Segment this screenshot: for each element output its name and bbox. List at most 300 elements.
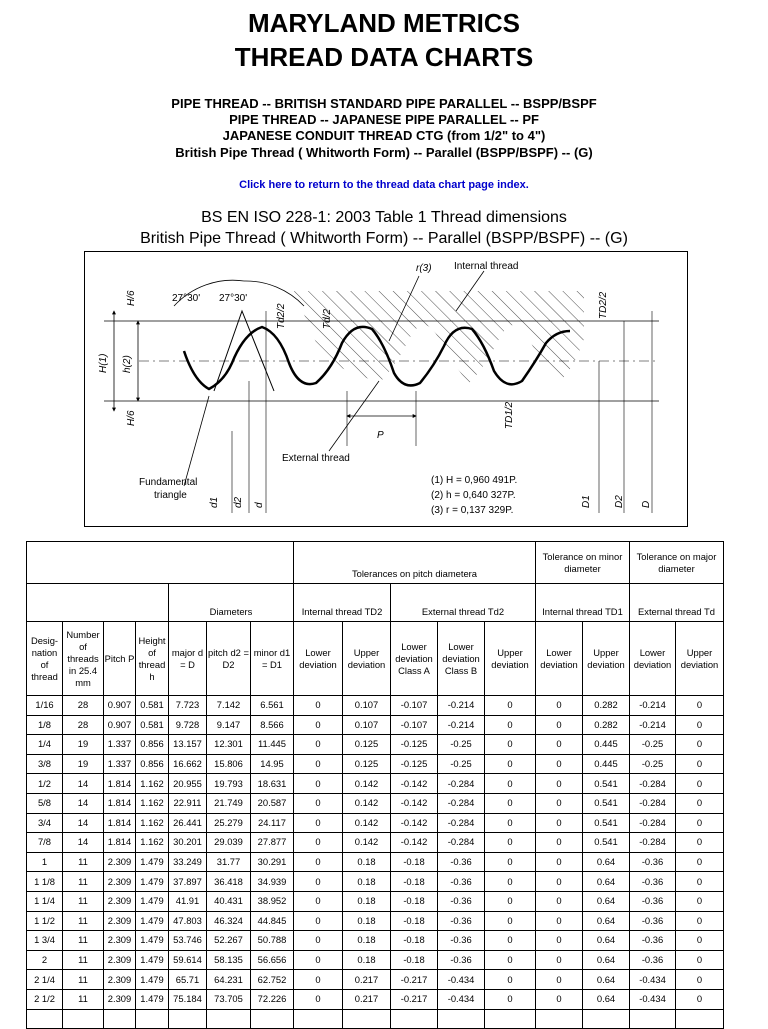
- table-cell: 0: [676, 774, 724, 794]
- table-cell: 1.479: [136, 931, 169, 951]
- table-cell: 46.324: [207, 911, 251, 931]
- table-cell: 1.479: [136, 989, 169, 1009]
- table-cell: -0.36: [630, 872, 676, 892]
- table-cell: 11.445: [251, 735, 294, 755]
- table-cell: -0.36: [630, 891, 676, 911]
- header-ext-td2: External thread Td2: [391, 584, 536, 622]
- table-cell: 2: [27, 950, 63, 970]
- table-cell: 25.279: [207, 813, 251, 833]
- table-cell: 73.705: [207, 989, 251, 1009]
- table-cell: -0.284: [630, 833, 676, 853]
- h6-bottom-label: H/6: [126, 410, 137, 426]
- table-cell: 2.309: [104, 931, 136, 951]
- table-cell: 1/8: [27, 715, 63, 735]
- table-cell: 0: [294, 872, 343, 892]
- table-row: [27, 754, 724, 774]
- table-cell: [343, 1009, 391, 1029]
- table-cell: 11: [63, 852, 104, 872]
- table-cell: 75.184: [169, 989, 207, 1009]
- table-cell: 44.845: [251, 911, 294, 931]
- table-cell: 0.581: [136, 696, 169, 716]
- table-cell: 0: [536, 911, 583, 931]
- table-cell: 14: [63, 813, 104, 833]
- table-cell: 0: [485, 735, 536, 755]
- table-cell: 0: [536, 774, 583, 794]
- col-int-td2-lower: Lower deviation: [294, 622, 343, 696]
- table-cell: 1.479: [136, 970, 169, 990]
- fundamental-triangle-label-1: Fundamental: [139, 477, 198, 488]
- table-cell: 0.64: [583, 970, 630, 990]
- table-cell: 0: [485, 989, 536, 1009]
- table-cell: -0.36: [438, 852, 485, 872]
- table-cell: -0.18: [391, 872, 438, 892]
- table-cell: 2 1/4: [27, 970, 63, 990]
- table-cell: 0: [676, 989, 724, 1009]
- col-pitch-d2: pitch d2 = D2: [207, 622, 251, 696]
- header-tol-pitch: Tolerances on pitch diametera: [294, 542, 536, 584]
- header-tol-minor: Tolerance on minor diameter: [536, 542, 630, 584]
- table-cell: 13.157: [169, 735, 207, 755]
- col-ext-td-upper: Upper deviation: [676, 622, 724, 696]
- table-cell: 29.039: [207, 833, 251, 853]
- table-cell: -0.284: [630, 813, 676, 833]
- table-cell: 19.793: [207, 774, 251, 794]
- table-cell: 0.541: [583, 774, 630, 794]
- table-cell: 20.587: [251, 793, 294, 813]
- table-cell: 0: [294, 696, 343, 716]
- internal-thread-label: Internal thread: [454, 261, 519, 272]
- thread-profile-diagram: [84, 251, 688, 527]
- table-cell: 0: [676, 911, 724, 931]
- table-cell: 1: [27, 852, 63, 872]
- table-cell: 2.309: [104, 872, 136, 892]
- table-cell: 19: [63, 754, 104, 774]
- table-cell: -0.214: [630, 715, 676, 735]
- table-cell: 0.541: [583, 793, 630, 813]
- table-cell: 0: [676, 872, 724, 892]
- col-int-td2-upper: Upper deviation: [343, 622, 391, 696]
- table-cell: 0: [485, 715, 536, 735]
- table-cell: 1/16: [27, 696, 63, 716]
- table-cell: [136, 1009, 169, 1029]
- table-body: [27, 696, 724, 1029]
- table-cell: -0.125: [391, 754, 438, 774]
- table-row: [27, 872, 724, 892]
- table-cell: -0.18: [391, 852, 438, 872]
- table-cell: 0.18: [343, 872, 391, 892]
- table-cell: 0: [536, 833, 583, 853]
- note-h: (2) h = 0,640 327P.: [431, 490, 516, 501]
- table-cell: 1.814: [104, 793, 136, 813]
- table-cell: 59.614: [169, 950, 207, 970]
- table-cell: 0: [536, 852, 583, 872]
- table-cell: -0.125: [391, 735, 438, 755]
- table-row: [27, 1009, 724, 1029]
- table-cell: 0.64: [583, 891, 630, 911]
- table-cell: -0.217: [391, 970, 438, 990]
- table-cell: -0.18: [391, 891, 438, 911]
- table-cell: 0: [536, 989, 583, 1009]
- table-cell: 2.309: [104, 950, 136, 970]
- subtitle-ctg: JAPANESE CONDUIT THREAD CTG (from 1/2" to 4"): [222, 128, 546, 143]
- angle-left-label: 27°30': [172, 293, 201, 304]
- col-pitch: Pitch P: [104, 622, 136, 696]
- table-cell: 0.282: [583, 696, 630, 716]
- table-cell: -0.284: [438, 813, 485, 833]
- table-cell: 0.856: [136, 754, 169, 774]
- table-cell: 11: [63, 950, 104, 970]
- table-cell: 0.125: [343, 754, 391, 774]
- table-cell: 0: [294, 891, 343, 911]
- table-row: [27, 774, 724, 794]
- table-cell: 0: [536, 715, 583, 735]
- col-major: major d = D: [169, 622, 207, 696]
- table-cell: 2.309: [104, 970, 136, 990]
- table-cell: 8.566: [251, 715, 294, 735]
- header-blank: [27, 542, 294, 584]
- table-cell: 0: [536, 872, 583, 892]
- table-cell: 0.907: [104, 696, 136, 716]
- table-cell: 56.656: [251, 950, 294, 970]
- table-cell: 2.309: [104, 852, 136, 872]
- table-cell: -0.434: [630, 970, 676, 990]
- table-cell: 11: [63, 872, 104, 892]
- table-cell: 0: [485, 852, 536, 872]
- table-cell: 47.803: [169, 911, 207, 931]
- table-cell: 1 1/2: [27, 911, 63, 931]
- table-cell: -0.18: [391, 950, 438, 970]
- external-thread-label: External thread: [282, 453, 350, 464]
- table-cell: 1.337: [104, 754, 136, 774]
- table-cell: 20.955: [169, 774, 207, 794]
- table-row: [27, 833, 724, 853]
- table-cell: 0: [676, 852, 724, 872]
- table-cell: 0.64: [583, 852, 630, 872]
- fundamental-triangle-label-2: triangle: [154, 490, 187, 501]
- table-cell: 1.162: [136, 774, 169, 794]
- table-cell: 1.337: [104, 735, 136, 755]
- table-cell: -0.36: [630, 911, 676, 931]
- table-cell: 28: [63, 696, 104, 716]
- table-cell: 0: [536, 793, 583, 813]
- table-cell: 0: [676, 735, 724, 755]
- table-cell: 0: [485, 813, 536, 833]
- table-cell: 0: [485, 754, 536, 774]
- table-cell: -0.142: [391, 833, 438, 853]
- table-cell: 0.142: [343, 833, 391, 853]
- col-ext-td2-lower-a: Lower deviation Class A: [391, 622, 438, 696]
- table-cell: 0.581: [136, 715, 169, 735]
- table-cell: 0: [676, 833, 724, 853]
- table-cell: -0.18: [391, 911, 438, 931]
- table-cell: 19: [63, 735, 104, 755]
- table-cell: 11: [63, 989, 104, 1009]
- table-row: [27, 950, 724, 970]
- header-ext-td: External thread Td: [630, 584, 724, 622]
- table-cell: 0.142: [343, 774, 391, 794]
- table-cell: 31.77: [207, 852, 251, 872]
- table-cell: 34.939: [251, 872, 294, 892]
- table-cell: -0.36: [438, 950, 485, 970]
- table-cell: 0: [294, 813, 343, 833]
- table-cell: 2 1/2: [27, 989, 63, 1009]
- table-row: [27, 911, 724, 931]
- table-cell: 2.309: [104, 989, 136, 1009]
- note-H: (1) H = 0,960 491P.: [431, 475, 518, 486]
- table-cell: 0: [676, 931, 724, 951]
- table-cell: 0.64: [583, 931, 630, 951]
- table-cell: 0.907: [104, 715, 136, 735]
- table-cell: 0: [485, 931, 536, 951]
- H-label: H(1): [98, 353, 109, 373]
- table-cell: 1.162: [136, 833, 169, 853]
- table-cell: [676, 1009, 724, 1029]
- subtitle-pf: PIPE THREAD -- JAPANESE PIPE PARALLEL -- PF: [229, 112, 539, 127]
- table-cell: -0.36: [630, 852, 676, 872]
- table-cell: -0.214: [438, 696, 485, 716]
- TD2-label: TD2/2: [598, 291, 609, 319]
- table-cell: 21.749: [207, 793, 251, 813]
- table-cell: -0.36: [438, 891, 485, 911]
- table-cell: 0.445: [583, 754, 630, 774]
- table-cell: 0: [294, 989, 343, 1009]
- table-cell: -0.284: [630, 774, 676, 794]
- table-cell: -0.107: [391, 696, 438, 716]
- table-cell: -0.36: [438, 872, 485, 892]
- table-cell: 0.217: [343, 970, 391, 990]
- table-cell: 0.18: [343, 891, 391, 911]
- table-cell: 14: [63, 774, 104, 794]
- pitch-label: P: [377, 430, 384, 441]
- table-cell: 11: [63, 931, 104, 951]
- table-cell: 52.267: [207, 931, 251, 951]
- subtitle-whitworth: British Pipe Thread ( Whitworth Form) -- Parallel (BSPP/BSPF) -- (G): [175, 145, 593, 160]
- table-cell: 53.746: [169, 931, 207, 951]
- table-cell: -0.284: [438, 774, 485, 794]
- table-row: [27, 989, 724, 1009]
- table-cell: 62.752: [251, 970, 294, 990]
- angle-right-label: 27°30': [219, 293, 248, 304]
- table-cell: 37.897: [169, 872, 207, 892]
- table-cell: 1.479: [136, 872, 169, 892]
- table-cell: 30.201: [169, 833, 207, 853]
- table-cell: 0: [676, 950, 724, 970]
- header-diameters: Diameters: [169, 584, 294, 622]
- TD1-label: TD1/2: [504, 401, 515, 429]
- table-cell: 2.309: [104, 891, 136, 911]
- table-cell: 1.479: [136, 852, 169, 872]
- table-cell: 64.231: [207, 970, 251, 990]
- table-row: [27, 970, 724, 990]
- h-label: h(2): [122, 355, 133, 373]
- table-cell: [251, 1009, 294, 1029]
- table-cell: 0.18: [343, 911, 391, 931]
- table-cell: -0.142: [391, 813, 438, 833]
- table-cell: 0: [676, 970, 724, 990]
- table-cell: -0.214: [630, 696, 676, 716]
- table-cell: 1 1/4: [27, 891, 63, 911]
- table-cell: 1.814: [104, 813, 136, 833]
- section-heading: BS EN ISO 228-1: 2003 Table 1 Thread dimensions: [201, 209, 567, 226]
- Td-label: Td/2: [322, 308, 333, 329]
- D-label: D: [641, 500, 652, 508]
- table-cell: 26.441: [169, 813, 207, 833]
- table-cell: 30.291: [251, 852, 294, 872]
- table-cell: 0: [485, 774, 536, 794]
- table-cell: 33.249: [169, 852, 207, 872]
- table-cell: 3/8: [27, 754, 63, 774]
- table-cell: 15.806: [207, 754, 251, 774]
- table-cell: -0.107: [391, 715, 438, 735]
- d2-label: d2: [233, 496, 244, 508]
- header-blank-2: [27, 584, 169, 622]
- table-cell: 0.64: [583, 989, 630, 1009]
- table-cell: 1/4: [27, 735, 63, 755]
- table-cell: 16.662: [169, 754, 207, 774]
- thread-dimensions-table: [26, 541, 724, 1029]
- table-cell: [169, 1009, 207, 1029]
- table-cell: [104, 1009, 136, 1029]
- table-cell: 0: [485, 696, 536, 716]
- thread-index-link[interactable]: Click here to return to the thread data chart page index.: [239, 179, 529, 191]
- table-cell: 0: [294, 833, 343, 853]
- table-cell: 0.541: [583, 833, 630, 853]
- table-cell: 0: [676, 696, 724, 716]
- table-cell: -0.434: [630, 989, 676, 1009]
- table-cell: 65.71: [169, 970, 207, 990]
- table-cell: 0: [676, 813, 724, 833]
- D2-label: D2: [614, 495, 625, 508]
- table-cell: -0.25: [438, 735, 485, 755]
- header-tol-major: Tolerance on major diameter: [630, 542, 724, 584]
- table-cell: 0.18: [343, 852, 391, 872]
- table-cell: 0: [485, 970, 536, 990]
- table-cell: 0: [485, 911, 536, 931]
- table-cell: 0.18: [343, 931, 391, 951]
- table-cell: 0: [294, 774, 343, 794]
- table-cell: 9.147: [207, 715, 251, 735]
- table-cell: -0.434: [438, 989, 485, 1009]
- table-cell: 11: [63, 911, 104, 931]
- table-cell: 0: [485, 950, 536, 970]
- table-cell: [630, 1009, 676, 1029]
- col-ext-td2-lower-b: Lower deviation Class B: [438, 622, 485, 696]
- table-cell: 50.788: [251, 931, 294, 951]
- table-cell: 6.561: [251, 696, 294, 716]
- table-cell: -0.217: [391, 989, 438, 1009]
- table-cell: 1 3/4: [27, 931, 63, 951]
- h6-top-label: H/6: [126, 290, 137, 306]
- table-cell: -0.284: [438, 793, 485, 813]
- col-designation: Desig-nation of thread: [27, 622, 63, 696]
- table-cell: -0.142: [391, 793, 438, 813]
- table-cell: 38.952: [251, 891, 294, 911]
- note-r: (3) r = 0,137 329P.: [431, 505, 514, 516]
- table-row: [27, 735, 724, 755]
- table-cell: 0.445: [583, 735, 630, 755]
- table-cell: 0: [536, 970, 583, 990]
- table-cell: -0.25: [438, 754, 485, 774]
- table-cell: 0.64: [583, 911, 630, 931]
- table-cell: 41.91: [169, 891, 207, 911]
- table-cell: -0.36: [438, 911, 485, 931]
- table-cell: 28: [63, 715, 104, 735]
- table-cell: 0: [676, 754, 724, 774]
- table-cell: 0.541: [583, 813, 630, 833]
- table-cell: 0: [294, 970, 343, 990]
- table-cell: -0.142: [391, 774, 438, 794]
- table-cell: 0.282: [583, 715, 630, 735]
- table-cell: 1.479: [136, 891, 169, 911]
- table-cell: 0.125: [343, 735, 391, 755]
- table-cell: 3/4: [27, 813, 63, 833]
- table-cell: 1 1/8: [27, 872, 63, 892]
- table-cell: 1.479: [136, 911, 169, 931]
- table-cell: 11: [63, 970, 104, 990]
- table-cell: 7/8: [27, 833, 63, 853]
- table-cell: 14: [63, 833, 104, 853]
- table-cell: 0: [536, 950, 583, 970]
- table-cell: 0: [294, 735, 343, 755]
- table-cell: [485, 1009, 536, 1029]
- table-cell: 58.135: [207, 950, 251, 970]
- table-cell: 0: [676, 891, 724, 911]
- table-row: [27, 793, 724, 813]
- table-cell: 7.723: [169, 696, 207, 716]
- table-row: [27, 852, 724, 872]
- table-cell: [207, 1009, 251, 1029]
- table-cell: [63, 1009, 104, 1029]
- table-cell: 0.856: [136, 735, 169, 755]
- table-cell: -0.284: [630, 793, 676, 813]
- table-cell: [583, 1009, 630, 1029]
- table-cell: 36.418: [207, 872, 251, 892]
- subtitle-bspp: PIPE THREAD -- BRITISH STANDARD PIPE PARALLEL -- BSPP/BSPF: [171, 96, 597, 111]
- table-cell: 1.162: [136, 793, 169, 813]
- r-label: r(3): [416, 263, 432, 274]
- page-title-line2: THREAD DATA CHARTS: [234, 42, 534, 72]
- table-cell: 0: [485, 793, 536, 813]
- table-cell: -0.25: [630, 735, 676, 755]
- table-cell: -0.284: [438, 833, 485, 853]
- table-cell: 1.479: [136, 950, 169, 970]
- d-label: d: [254, 502, 265, 508]
- table-cell: 0.142: [343, 793, 391, 813]
- table-cell: 24.117: [251, 813, 294, 833]
- table-cell: 5/8: [27, 793, 63, 813]
- table-cell: 0.142: [343, 813, 391, 833]
- table-cell: 22.911: [169, 793, 207, 813]
- D1-label: D1: [581, 495, 592, 508]
- table-cell: [438, 1009, 485, 1029]
- table-cell: 0: [536, 813, 583, 833]
- table-cell: 2.309: [104, 911, 136, 931]
- table-cell: 72.226: [251, 989, 294, 1009]
- d1-label: d1: [209, 496, 220, 508]
- table-cell: 0: [294, 852, 343, 872]
- table-cell: -0.434: [438, 970, 485, 990]
- table-cell: 11: [63, 891, 104, 911]
- table-row: [27, 696, 724, 716]
- table-cell: 14.95: [251, 754, 294, 774]
- table-cell: 0: [676, 793, 724, 813]
- table-cell: 0: [676, 715, 724, 735]
- page-title-line1: MARYLAND METRICS: [247, 8, 521, 38]
- col-minor: minor d1 = D1: [251, 622, 294, 696]
- table-cell: 1.814: [104, 833, 136, 853]
- table-cell: 0: [485, 891, 536, 911]
- col-ext-td-lower: Lower deviation: [630, 622, 676, 696]
